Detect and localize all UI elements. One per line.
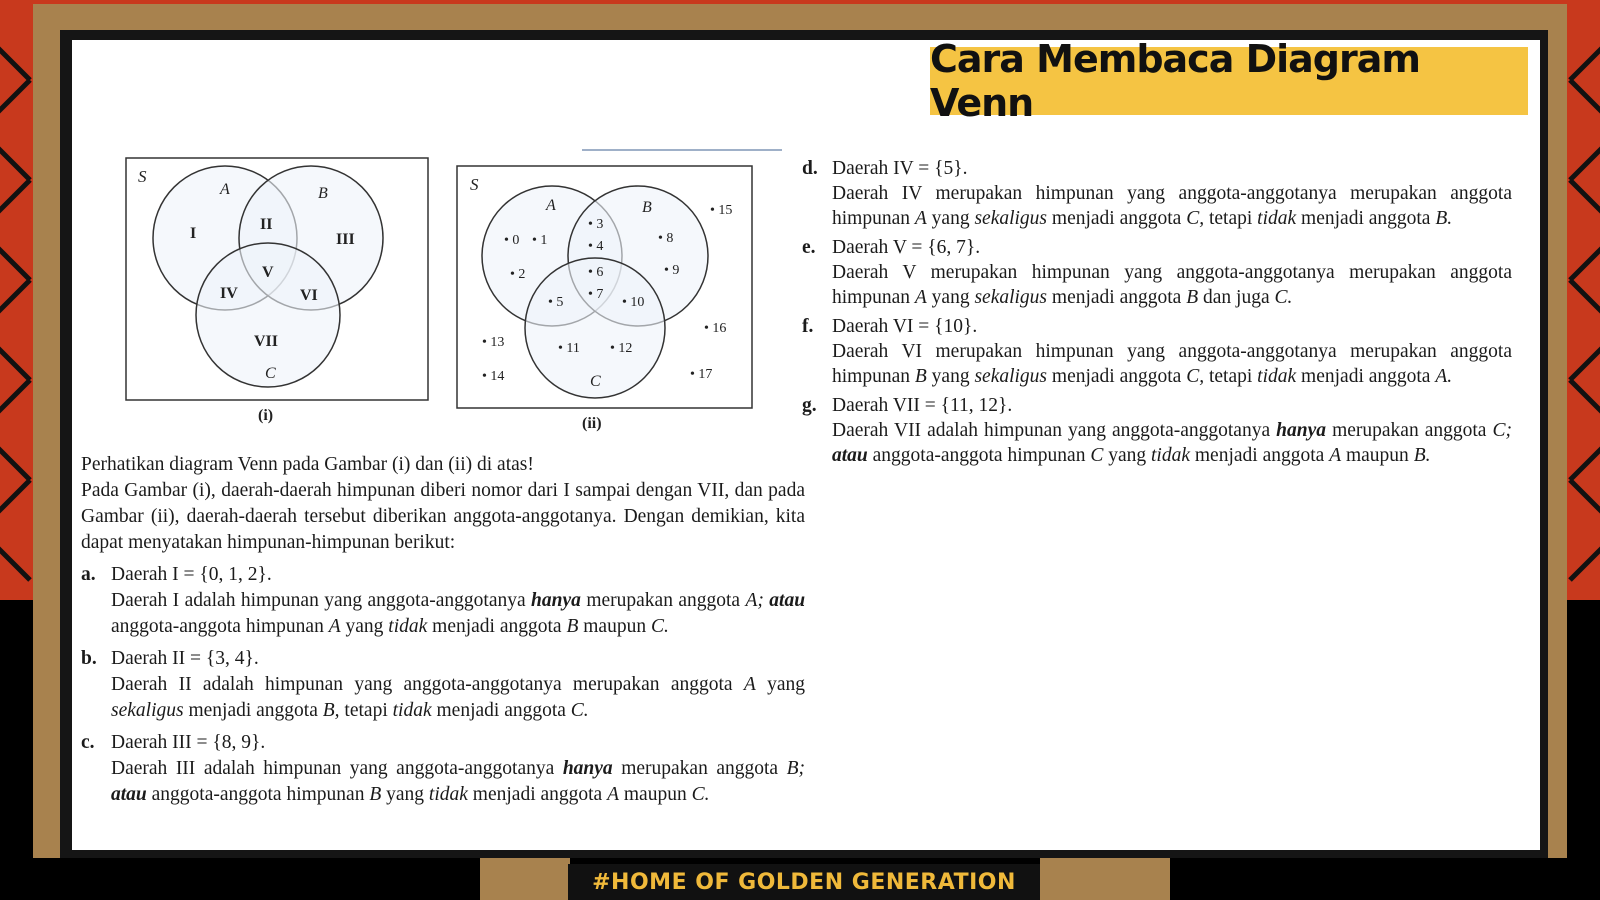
region-label: VI bbox=[300, 287, 318, 304]
list-item: c. Daerah III = {8, 9}. Daerah III adalah himpunan yang anggota-anggotanya hanya merupakan anggota B; atau anggota-anggota himpunan B yang tidak menjadi anggota A maupun C. bbox=[81, 732, 806, 805]
member-10: • 10 bbox=[622, 295, 645, 310]
list-item: d. Daerah IV = {5}. Daerah IV merupakan himpunan yang anggota-anggotanya merupakan anggota himpunan A yang sekaligus menjadi anggota C, tetapi tidak menjadi anggota B. bbox=[802, 158, 1512, 229]
region-label: II bbox=[260, 216, 273, 233]
footer-banner bbox=[568, 864, 1040, 900]
figure-caption-ii: (ii) bbox=[582, 415, 602, 432]
member-15: • 15 bbox=[710, 203, 733, 218]
universe-label-ii: S bbox=[470, 175, 479, 194]
title-banner bbox=[930, 40, 1528, 125]
set-label-b-i: B bbox=[318, 185, 328, 202]
member-4: • 4 bbox=[588, 239, 604, 254]
region-label: V bbox=[262, 264, 274, 281]
member-11: • 11 bbox=[558, 341, 580, 356]
member-2: • 2 bbox=[510, 267, 526, 282]
member-0: • 0 bbox=[504, 233, 520, 248]
intro-paragraph: Pada Gambar (i), daerah-daerah himpunan diberi nomor dari I sampai dengan VII, dan pada Gambar (ii), daerah-daerah tersebut diberikan anggota-anggotanya. Dengan demikian, kita dapat menyatakan himpunan-himpunan berikut: bbox=[81, 480, 805, 553]
member-12: • 12 bbox=[610, 341, 633, 356]
member-7: • 7 bbox=[588, 287, 604, 302]
slide-title: Cara Membaca Diagram Venn bbox=[930, 40, 1420, 125]
left-column bbox=[81, 452, 805, 808]
set-label-a-ii: A bbox=[546, 197, 556, 214]
member-1: • 1 bbox=[532, 233, 548, 248]
figure-caption-i: (i) bbox=[258, 407, 274, 424]
member-17: • 17 bbox=[690, 367, 713, 382]
slide-page bbox=[72, 40, 1540, 850]
set-label-a-i: A bbox=[220, 181, 230, 198]
venn-diagram-i bbox=[126, 158, 428, 424]
member-13: • 13 bbox=[482, 335, 505, 350]
universe-label-i: S bbox=[138, 167, 147, 186]
venn-figures bbox=[82, 152, 802, 482]
member-16: • 16 bbox=[704, 321, 727, 336]
list-item: b. Daerah II = {3, 4}. Daerah II adalah himpunan yang anggota-anggotanya merupakan anggota A yang sekaligus menjadi anggota B, tetapi tidak menjadi anggota C. bbox=[81, 648, 806, 721]
member-9: • 9 bbox=[664, 263, 680, 278]
list-item: e. Daerah V = {6, 7}. Daerah V merupakan himpunan yang anggota-anggotanya merupakan anggota himpunan A yang sekaligus menjadi anggota B dan juga C. bbox=[802, 237, 1512, 308]
member-5: • 5 bbox=[548, 295, 564, 310]
member-3: • 3 bbox=[588, 217, 604, 232]
set-label-c-i: C bbox=[265, 365, 276, 382]
venn-diagram-ii bbox=[457, 166, 752, 432]
right-column bbox=[802, 152, 1512, 468]
member-6: • 6 bbox=[588, 265, 604, 280]
region-label: VII bbox=[254, 333, 279, 350]
member-8: • 8 bbox=[658, 231, 674, 246]
region-label: I bbox=[190, 225, 197, 242]
member-14: • 14 bbox=[482, 369, 505, 384]
list-item: a. Daerah I = {0, 1, 2}. Daerah I adalah himpunan yang anggota-anggotanya hanya merupakan anggota A; atau anggota-anggota himpunan A yang tidak menjadi anggota B maupun C. bbox=[81, 564, 806, 637]
region-label: IV bbox=[220, 285, 238, 302]
region-label: III bbox=[336, 231, 355, 248]
divider-line bbox=[582, 149, 782, 151]
list-item: g. Daerah VII = {11, 12}. Daerah VII adalah himpunan yang anggota-anggotanya hanya merupakan anggota C; atau anggota-anggota himpunan C yang tidak menjadi anggota A maupun B. bbox=[802, 395, 1513, 466]
set-label-c-ii: C bbox=[590, 373, 601, 390]
intro-line: Perhatikan diagram Venn pada Gambar (i) dan (ii) di atas! bbox=[81, 454, 534, 475]
set-label-b-ii: B bbox=[642, 199, 652, 216]
footer-tagline: #HOME OF GOLDEN GENERATION bbox=[592, 869, 1016, 895]
list-item: f. Daerah VI = {10}. Daerah VI merupakan himpunan yang anggota-anggotanya merupakan anggota himpunan B yang sekaligus menjadi anggota C, tetapi tidak menjadi anggota A. bbox=[802, 316, 1512, 387]
